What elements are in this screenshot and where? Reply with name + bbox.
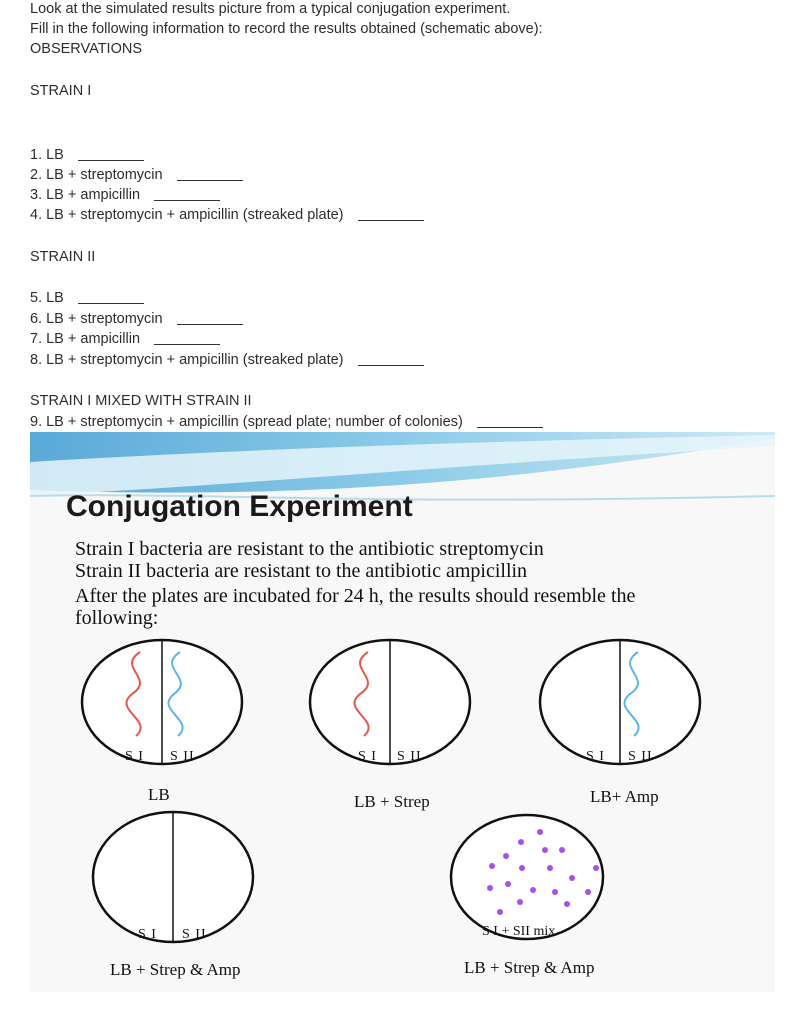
item-text: 6. LB + streptomycin — [30, 311, 163, 327]
plate-label-lb-strep-amp-1: LB + Strep & Amp — [110, 960, 241, 979]
colony — [518, 839, 524, 845]
strain1-item-4 — [30, 206, 424, 224]
colony — [503, 853, 509, 859]
colony — [519, 865, 525, 871]
item-text: 8. LB + streptomycin + ampicillin (streaked plate) — [30, 352, 344, 368]
item-text: 1. LB — [30, 147, 64, 163]
answer-blank[interactable] — [477, 426, 543, 428]
plate-label-lb-amp: LB+ Amp — [590, 787, 659, 806]
mixed-heading: STRAIN I MIXED WITH STRAIN II — [30, 393, 252, 409]
strain2-item-8 — [30, 351, 424, 369]
slide-line-2: Strain II bacteria are resistant to the antibiotic ampicillin — [75, 560, 528, 582]
item-text: 4. LB + streptomycin + ampicillin (streaked plate) — [30, 207, 344, 223]
strain2-item-6 — [30, 310, 243, 328]
answer-blank[interactable] — [177, 323, 243, 325]
colony — [569, 875, 575, 881]
plate-lb-amp — [540, 640, 700, 764]
plate-rim — [451, 815, 603, 939]
answer-blank[interactable] — [154, 343, 220, 345]
answer-blank[interactable] — [177, 179, 243, 181]
strain-ii-label: S II — [182, 927, 207, 942]
colony — [564, 901, 570, 907]
strain-ii-label: S II — [170, 749, 195, 764]
item-text: 2. LB + streptomycin — [30, 167, 163, 183]
strain-i-label: S I — [125, 749, 144, 764]
strain1-item-3 — [30, 186, 220, 204]
plate-lb-strep-amp-mix — [451, 815, 603, 939]
answer-blank[interactable] — [358, 219, 424, 221]
intro-line-1: Look at the simulated results picture from a typical conjugation experiment. — [30, 1, 511, 17]
colony — [559, 847, 565, 853]
colony — [505, 881, 511, 887]
plate-label-lb: LB — [148, 785, 170, 804]
strain-ii-label: S II — [628, 749, 653, 764]
strain2-item-7 — [30, 330, 220, 348]
item-text: 3. LB + ampicillin — [30, 187, 141, 203]
colony — [593, 865, 599, 871]
item-text: 7. LB + ampicillin — [30, 331, 141, 347]
colony — [585, 889, 591, 895]
conjugation-slide — [30, 432, 775, 992]
plate-lb-strep-amp-streaked — [93, 812, 253, 942]
slide-line-4: following: — [75, 607, 159, 629]
item-text: 5. LB — [30, 290, 64, 306]
colony — [530, 887, 536, 893]
plate-label-lb-strep: LB + Strep — [354, 792, 430, 811]
answer-blank[interactable] — [358, 364, 424, 366]
slide-line-3: After the plates are incubated for 24 h, the results should resemble the — [75, 585, 636, 607]
colony — [517, 899, 523, 905]
answer-blank[interactable] — [78, 159, 144, 161]
strain1-item-2 — [30, 166, 243, 184]
observations-heading: OBSERVATIONS — [30, 41, 142, 57]
strain-i-label: S I — [358, 749, 377, 764]
slide-line-1: Strain I bacteria are resistant to the antibiotic streptomycin — [75, 538, 544, 560]
strain-i-label: S I — [138, 927, 157, 942]
plate-lb-strep — [310, 640, 470, 764]
colony — [547, 865, 553, 871]
answer-blank[interactable] — [154, 199, 220, 201]
answer-blank[interactable] — [78, 302, 144, 304]
item-text: 9. LB + streptomycin + ampicillin (spread plate; number of colonies) — [30, 414, 463, 430]
strain-i-label: S I — [586, 749, 605, 764]
colony — [489, 863, 495, 869]
strain2-item-5 — [30, 289, 144, 307]
strain1-heading: STRAIN I — [30, 83, 92, 99]
mix-label: S I + SII mix — [482, 924, 556, 939]
slide-title: Conjugation Experiment — [66, 490, 413, 523]
colony — [497, 909, 503, 915]
plate-lb — [82, 640, 242, 764]
colony — [537, 829, 543, 835]
mixed-item-9 — [30, 413, 543, 431]
colony — [542, 847, 548, 853]
strain2-heading: STRAIN II — [30, 249, 96, 265]
strain1-item-1 — [30, 146, 144, 164]
colony — [487, 885, 493, 891]
intro-line-2: Fill in the following information to record the results obtained (schematic above): — [30, 21, 543, 37]
plate-label-lb-strep-amp-2: LB + Strep & Amp — [464, 958, 595, 977]
colony — [552, 889, 558, 895]
strain-ii-label: S II — [397, 749, 422, 764]
